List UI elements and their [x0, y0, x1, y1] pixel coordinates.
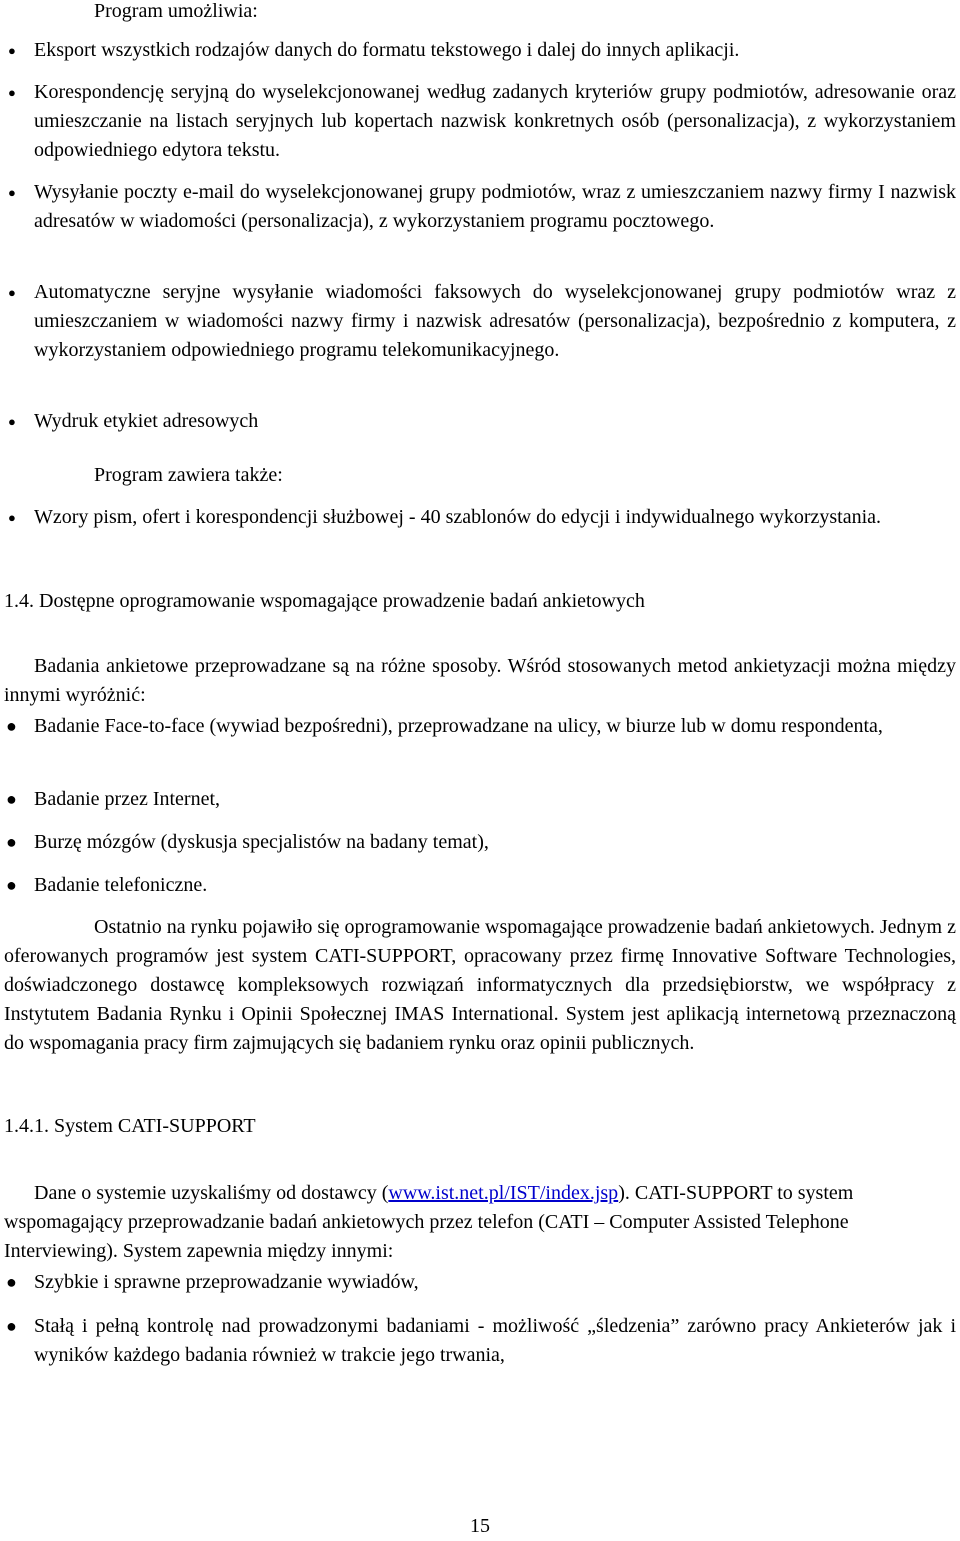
feature-text: Korespondencję seryjną do wyselekcjonowanej według zadanych kryteriów grupy podmiotów, adresowanie oraz umieszczanie na listach seryjnych lub kopertach nazwisk konkretnych osób (personalizacja), z wykorzystaniem odpowiedniego edytora tekstu. — [34, 81, 956, 161]
feature-text: Automatyczne seryjne wysyłanie wiadomości faksowych do wyselekcjonowanej grupy podmiotów wraz z umieszczaniem w wiadomości nazwy firmy i nazwisk adresatów (personalizacja), bezpośrednio z komputera, z wykorzystaniem odpowiedniego programu telekomunikacyjnego. — [34, 281, 956, 361]
bullet-icon: ● — [6, 875, 17, 895]
method-text: Badanie przez Internet, — [34, 788, 221, 810]
method-text: Badanie Face-to-face (wywiad bezpośredni), przeprowadzane na ulicy, w biurze lub w domu respondenta, — [34, 715, 883, 737]
feature-text: Wydruk etykiet adresowych — [34, 410, 259, 432]
bullet-icon: ● — [6, 832, 17, 852]
page-number: 15 — [470, 1515, 490, 1537]
cati-intro-text: Dane o systemie uzyskaliśmy od dostawcy ( — [34, 1182, 389, 1204]
subsection-heading: 1.4.1. System CATI-SUPPORT — [4, 1115, 256, 1137]
feature-text: Wysyłanie poczty e-mail do wyselekcjonowanej grupy podmiotów, wraz z umieszczaniem nazwy firmy I nazwisk adresatów w wiadomości (personalizacja), z wykorzystaniem programu pocztowego. — [34, 181, 956, 232]
feature-text: Eksport wszystkich rodzajów danych do formatu tekstowego i dalej do innych aplikacji. — [34, 39, 740, 61]
bullet-icon: ● — [8, 414, 16, 429]
bullet-icon: ● — [6, 716, 17, 736]
bullet-icon: ● — [8, 185, 16, 200]
method-text: Badanie telefoniczne. — [34, 874, 208, 896]
program-intro: Program umożliwia: — [94, 0, 258, 22]
supplier-link[interactable]: www.ist.net.pl/IST/index.jsp — [388, 1182, 619, 1204]
cati-feature-text: Szybkie i sprawne przeprowadzanie wywiadów, — [34, 1271, 419, 1293]
cati-intro-paragraph — [4, 1179, 904, 1266]
method-text: Burzę mózgów (dyskusja specjalistów na badany temat), — [34, 831, 489, 853]
bullet-icon: ● — [6, 1316, 17, 1336]
bullet-icon: ● — [6, 789, 17, 809]
bullet-icon: ● — [6, 1272, 17, 1292]
bullet-icon: ● — [8, 285, 16, 300]
cati-intro-rest: ). CATI-SUPPORT to system wspomagający przeprowadzanie badań ankietowych przez telefon (CATI – Computer Assisted Telephone Interviewing). System zapewnia między innymi: — [4, 1182, 854, 1262]
cati-feature-text: Stałą i pełną kontrolę nad prowadzonymi badaniami - możliwość „śledzenia” zarówno pracy Ankieterów jak i wyników każdego badania również w trakcie jego trwania, — [34, 1315, 956, 1366]
bullet-icon: ● — [8, 43, 16, 58]
also-label: Program zawiera także: — [94, 464, 283, 486]
also-item-text: Wzory pism, ofert i korespondencji służbowej - 40 szablonów do edycji i indywidualnego wykorzystania. — [34, 506, 882, 528]
section-heading: 1.4. Dostępne oprogramowanie wspomagające prowadzenie badań ankietowych — [4, 590, 645, 612]
bullet-icon: ● — [8, 85, 16, 100]
software-paragraph: Ostatnio na rynku pojawiło się oprogramowanie wspomagające prowadzenie badań ankietowych. Jednym z oferowanych programów jest system CATI-SUPPORT, opracowany przez firmę Innovative Software Technologies, doświadczonego dostawcę kompleksowych rozwiązań informatycznych dla przedsiębiorstw, we współpracy z Instytutem Badania Rynku i Opinii Społecznej IMAS International. System jest aplikacją internetową przeznaczoną do wspomagania pracy firm zajmujących się badaniem rynku oraz opinii publicznych. — [4, 916, 956, 1054]
bullet-icon: ● — [8, 510, 16, 525]
survey-intro: Badania ankietowe przeprowadzane są na różne sposoby. Wśród stosowanych metod ankietyzacji można między innymi wyróżnić: — [4, 655, 956, 706]
